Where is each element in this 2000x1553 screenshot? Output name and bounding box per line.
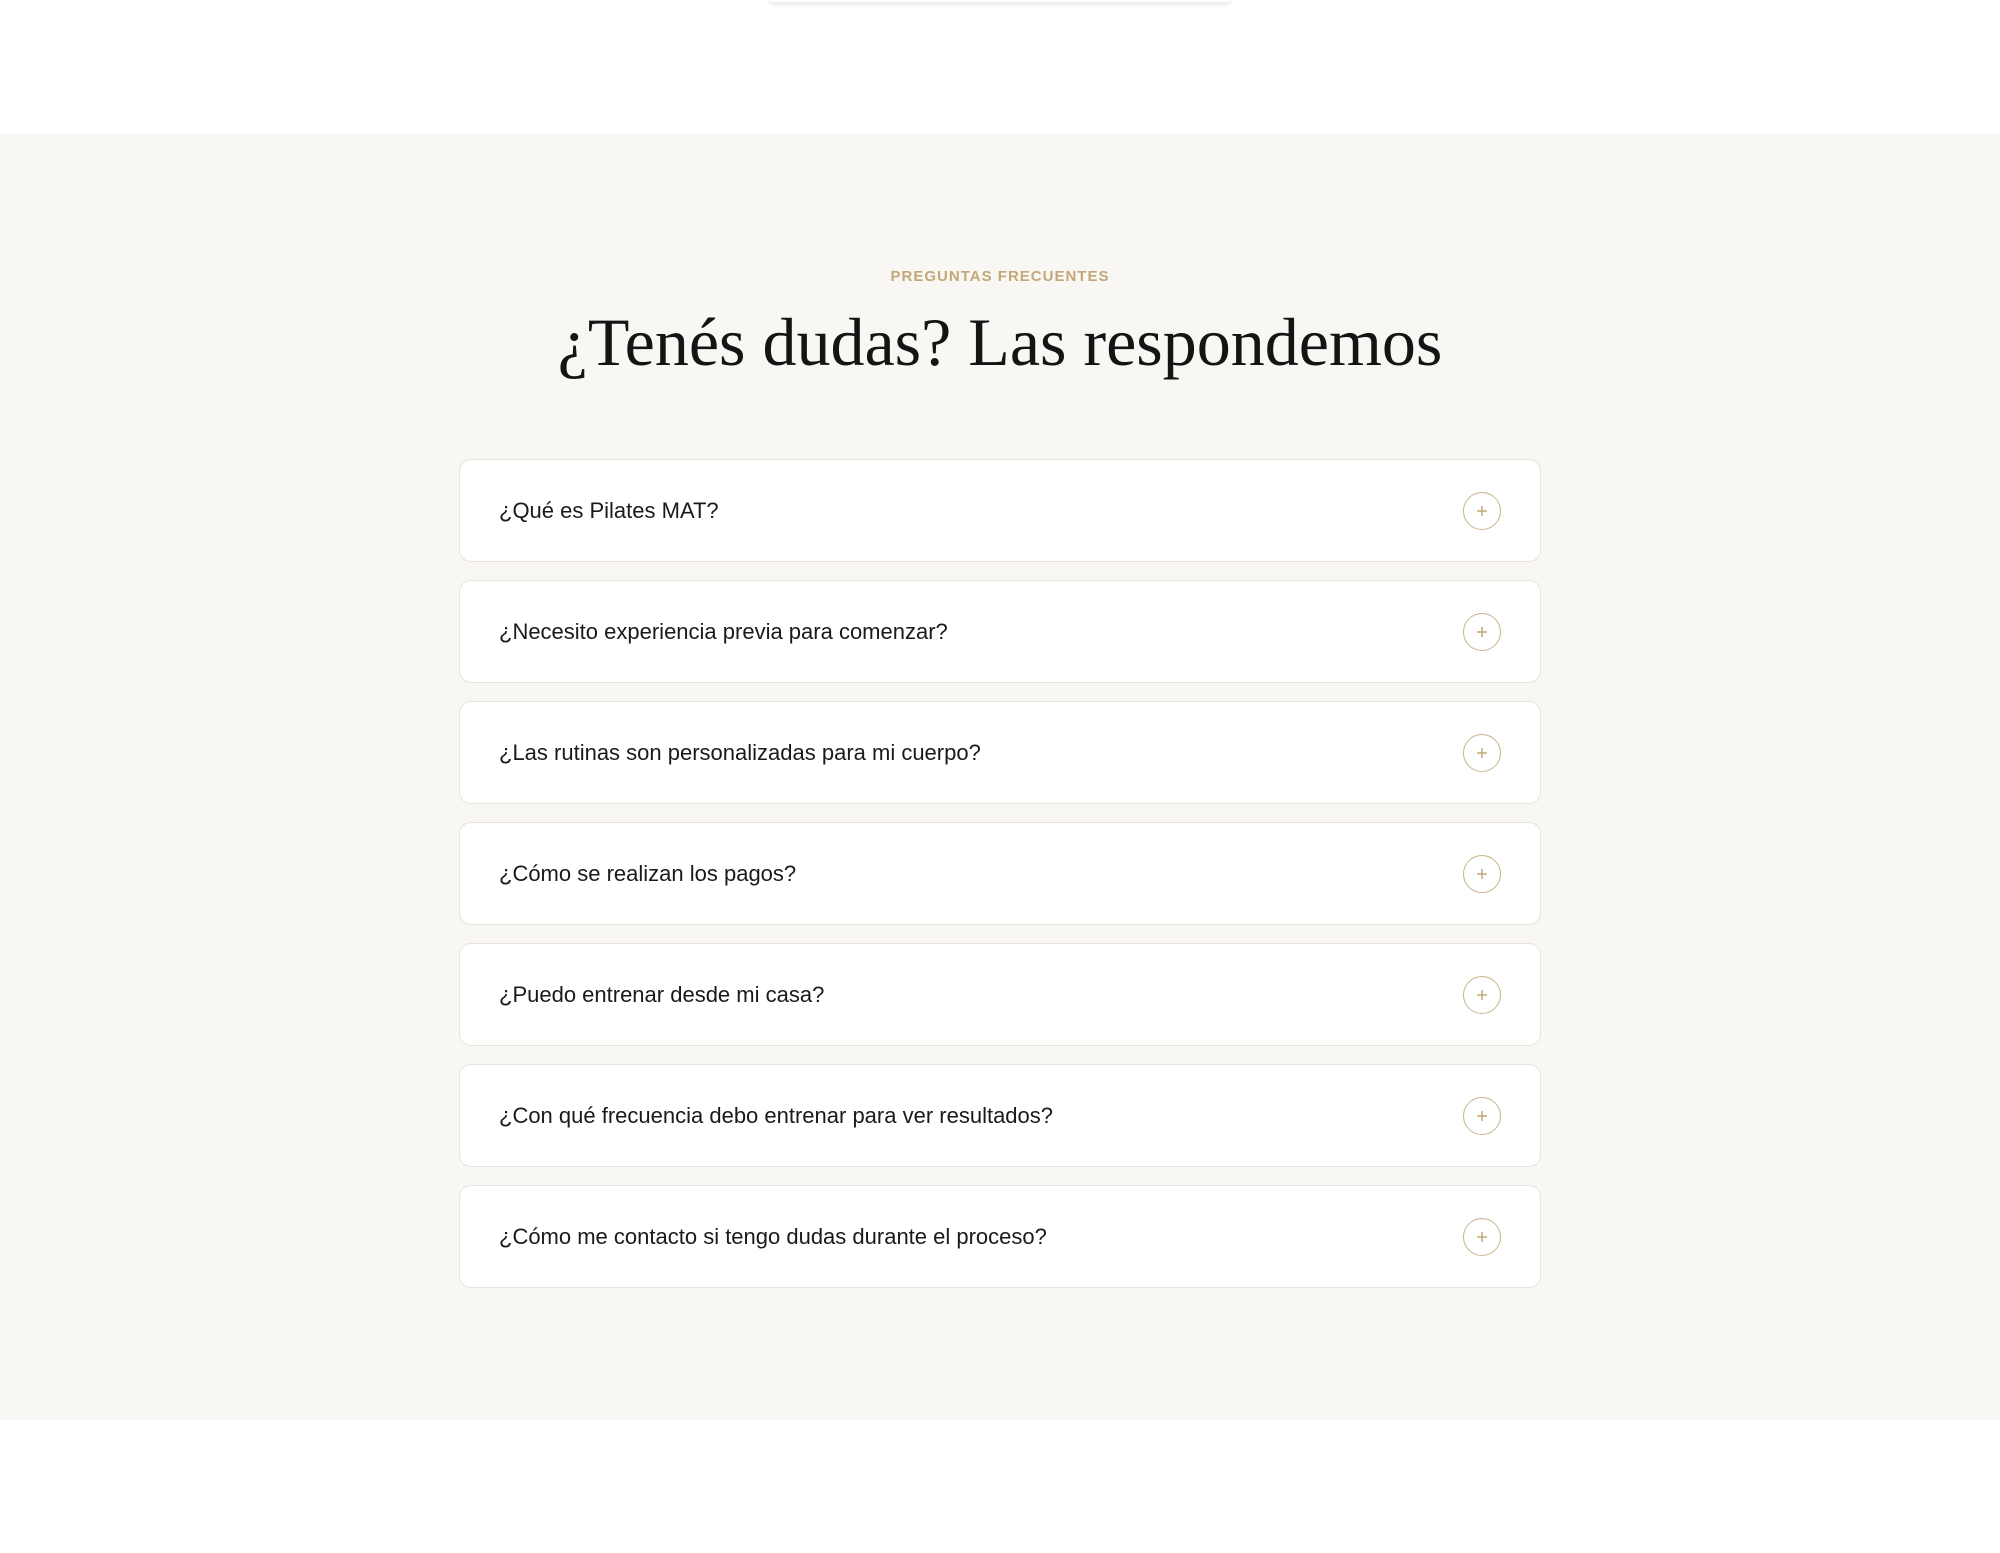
plus-icon[interactable] — [1463, 734, 1501, 772]
floating-card-edge — [770, 0, 1230, 2]
faq-item[interactable] — [459, 580, 1541, 683]
faq-item[interactable] — [459, 822, 1541, 925]
section-title: ¿Tenés dudas? Las respondemos — [557, 304, 1443, 380]
faq-item[interactable] — [459, 459, 1541, 562]
faq-question: ¿Las rutinas son personalizadas para mi cuerpo? — [499, 739, 981, 765]
top-area — [0, 0, 2000, 134]
faq-question: ¿Cómo me contacto si tengo dudas durante el proceso? — [499, 1223, 1047, 1249]
faq-list — [459, 459, 1541, 1306]
plus-icon[interactable] — [1463, 1097, 1501, 1135]
section-eyebrow: PREGUNTAS FRECUENTES — [890, 268, 1110, 285]
faq-item[interactable] — [459, 701, 1541, 804]
faq-item[interactable] — [459, 1064, 1541, 1167]
faq-question: ¿Necesito experiencia previa para comenzar? — [499, 618, 948, 644]
faq-section — [0, 134, 2000, 1420]
plus-icon[interactable] — [1463, 1218, 1501, 1256]
plus-icon[interactable] — [1463, 976, 1501, 1014]
faq-item[interactable] — [459, 943, 1541, 1046]
plus-icon[interactable] — [1463, 492, 1501, 530]
faq-question: ¿Puedo entrenar desde mi casa? — [499, 981, 825, 1007]
faq-item[interactable] — [459, 1185, 1541, 1288]
faq-question: ¿Qué es Pilates MAT? — [499, 497, 719, 523]
plus-icon[interactable] — [1463, 613, 1501, 651]
faq-question: ¿Con qué frecuencia debo entrenar para ver resultados? — [499, 1102, 1054, 1128]
plus-icon[interactable] — [1463, 855, 1501, 893]
faq-question: ¿Cómo se realizan los pagos? — [499, 860, 797, 886]
